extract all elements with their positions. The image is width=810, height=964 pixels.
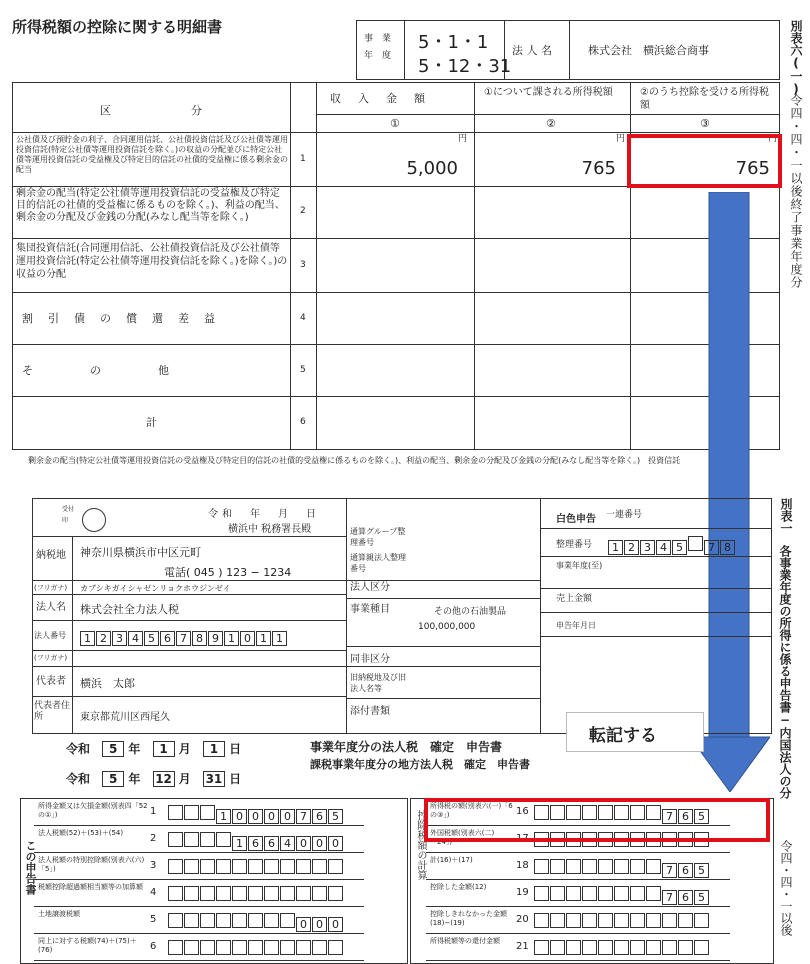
left-amount-digit (280, 913, 295, 928)
highlight-box-top (627, 134, 782, 188)
right-amount-digit (614, 886, 629, 901)
left-amount-digit (248, 859, 263, 874)
corpno-digit: 4 (128, 631, 143, 646)
stamp-label: 受付印 (62, 506, 75, 524)
rep-addr: 東京都荒川区西尾久 (80, 712, 170, 723)
seiri-digit: 3 (640, 540, 655, 555)
left-amount-digit (328, 859, 343, 874)
left-amount-digit (232, 886, 247, 901)
left-amount-digit (184, 859, 199, 874)
left-row-digits (168, 805, 344, 824)
top-side-title: 別表六(一) (789, 20, 803, 96)
left-amount-digit: 0 (248, 809, 263, 824)
right-row-label: 所得税の額(別表六(一)「6の③」) (430, 802, 513, 819)
row4-label: 割 引 債 の 償 還 差 益 (22, 312, 217, 325)
left-amount-digit: 6 (312, 809, 327, 824)
right-amount-digit: 6 (678, 809, 693, 824)
left-row-no: 3 (150, 860, 157, 871)
left-amount-digit (280, 859, 295, 874)
shiro-label: 白色申告 (556, 514, 596, 525)
left-amount-digit (312, 940, 327, 955)
right-row-no: 19 (516, 887, 529, 898)
top-form-title: 所得税額の控除に関する明細書 (12, 18, 223, 36)
right-amount-digit (598, 940, 613, 955)
left-amount-digit (184, 886, 199, 901)
left-amount-digit (264, 913, 279, 928)
left-row-label: 税額控除超過額相当額等の加算額 (38, 883, 143, 891)
right-row-label: 計(16)＋(17) (430, 856, 473, 864)
left-row (34, 935, 364, 961)
right-amount-digit (630, 859, 645, 874)
left-amount-digit: 0 (296, 836, 311, 851)
left-amount-digit (200, 832, 215, 847)
right-amount-digit (566, 886, 581, 901)
left-amount-digit (168, 859, 183, 874)
header-n2: ② (546, 117, 556, 130)
seiri-digit: 4 (656, 540, 671, 555)
right-row-no: 16 (516, 806, 529, 817)
group-parent-label: 通算親法人整理番号 (350, 553, 406, 573)
phone: 電話( 045 ) 123 − 1234 (164, 566, 292, 579)
left-amount-digit (248, 913, 263, 928)
left-amount-digit (232, 940, 247, 955)
right-row-digits (534, 886, 710, 905)
row3-no: 3 (300, 260, 306, 270)
right-row (426, 881, 730, 907)
row1-label: 公社債及び預貯金の利子、合同運用信託、公社債投資信託及び公社債等運用投資信託(特定公社債等運用投資信託を除く。)の収益の分配並びに特定公社債等運用投資信託の受益権及び特定目的信託の社債的受益権に係る剰余金の配当 (16, 135, 288, 174)
corpno-digit: 0 (240, 631, 255, 646)
left-amount-digit (184, 913, 199, 928)
left-row-no: 1 (150, 806, 157, 817)
left-row (34, 800, 364, 826)
left-amount-digit: 5 (328, 809, 343, 824)
row1-income: 5,000 (406, 158, 458, 179)
corpno-label: 法人番号 (34, 631, 66, 640)
left-amount-digit (248, 940, 263, 955)
right-row-label: 所得税額等の還付金額 (430, 937, 500, 945)
left-row-label: 法人税額(52)＋(53)＋(54) (38, 829, 124, 837)
business: その他の石油製品 (434, 607, 507, 617)
left-row-label: 土地譲渡税額 (38, 910, 80, 918)
seiri-digit: 1 (608, 540, 623, 555)
right-amount-digit (630, 913, 645, 928)
left-amount-digit (216, 940, 231, 955)
right-amount-digit (646, 886, 661, 901)
right-amount-digit (566, 940, 581, 955)
rep-name: 横浜 太郎 (80, 677, 135, 690)
right-amount-digit (646, 940, 661, 955)
right-row-label: 控除しきれなかった金額(18)−(19) (430, 910, 507, 927)
right-amount-digit: 5 (694, 809, 709, 824)
left-row-label: 同上に対する税額(74)＋(75)＋(76) (38, 937, 137, 954)
corp-label: 法人名 (36, 602, 66, 613)
left-amount-digit: 1 (232, 836, 247, 851)
stamp-circle (82, 508, 106, 532)
left-amount-digit (200, 805, 215, 820)
seiri-digit: 7 (704, 540, 719, 555)
right-amount-digit (678, 940, 693, 955)
left-amount-digit: 0 (328, 917, 343, 932)
seiri-digit: 2 (624, 540, 639, 555)
left-row-digits (168, 913, 344, 932)
left-row-digits (168, 832, 344, 851)
seiri-digit (688, 536, 703, 551)
top-side-note: 令四・四・一以後終了事業年度分 (789, 94, 803, 289)
period-to: 令和 5 年 12 月 31 日 (66, 772, 242, 786)
period-from: 令和 5 年 1 月 1 日 (66, 742, 242, 756)
highlight-box-bottom (424, 798, 770, 842)
left-row-no: 4 (150, 887, 157, 898)
row5-label: そ の 他 (22, 364, 175, 377)
corpno-digits (80, 627, 288, 646)
fiscal-year-from: 5・1・1 (418, 32, 489, 53)
right-row-digits (534, 859, 710, 878)
left-amount-digit: 6 (248, 836, 263, 851)
left-amount-digit (168, 805, 183, 820)
header-col1: 収 入 金 額 (330, 92, 428, 105)
right-row (426, 908, 730, 934)
right-amount-digit (582, 886, 597, 901)
left-amount-digit (296, 859, 311, 874)
furigana-label: (フリガナ) (34, 584, 68, 592)
left-amount-digit (216, 886, 231, 901)
right-amount-digit (566, 859, 581, 874)
capital: 100,000,000 (418, 622, 476, 632)
seiri-digit: 5 (672, 540, 687, 555)
left-amount-digit (296, 886, 311, 901)
corp-name-label: 法 人 名 (512, 44, 552, 57)
left-row-no: 6 (150, 941, 157, 952)
bottom-side-title: 別表一 (779, 498, 793, 534)
right-amount-digit (534, 913, 549, 928)
corpno-digit: 3 (112, 631, 127, 646)
group-no-label: 通算グループ整理番号 (350, 527, 406, 547)
period-title1: 事業年度分の法人税 確定 申告書 (310, 740, 503, 754)
left-amount-digit (184, 940, 199, 955)
left-row (34, 827, 364, 853)
corp-kubun-label: 法人区分 (350, 582, 390, 593)
row1-no: 1 (300, 154, 306, 164)
seiri-label: 整理番号 (556, 540, 593, 550)
uriage-label: 売上金額 (556, 594, 593, 604)
row3-label: 集団投資信託(合同運用信託、公社債投資信託及び公社債等運用投資信託(特定公社債等運用投資信託を除く。)を除く。)の収益の分配 (16, 243, 288, 280)
right-row-digits (534, 940, 710, 959)
left-amount-digit (280, 886, 295, 901)
serial-label: 一連番号 (606, 510, 643, 520)
left-amount-digit (264, 886, 279, 901)
right-row (426, 854, 730, 880)
header-col2: ①について課される所得税額 (484, 87, 613, 98)
attach-label: 添付書類 (350, 706, 390, 717)
left-amount-digit: 0 (328, 836, 343, 851)
period-title2: 課税事業年度分の地方法人税 確定 申告書 (310, 758, 530, 771)
right-amount-digit (582, 913, 597, 928)
address-label: 納税地 (36, 550, 66, 561)
left-amount-digit (200, 913, 215, 928)
left-amount-digit: 0 (312, 836, 327, 851)
tax-office: 横浜中 税務署長殿 (228, 524, 312, 535)
top-footnote: 剰余金の配当(特定公社債等運用投資信託の受益権及び特定目的信託の社債的受益権に係るものを除く。)、利益の配当、剰余金の分配及び金銭の分配(みなし配当等を除く。) 投資信託 (28, 456, 681, 465)
right-amount-digit (694, 940, 709, 955)
rep-label: 代表者 (36, 676, 66, 687)
right-row-no: 17 (516, 833, 529, 844)
left-row-digits (168, 886, 344, 905)
left-amount-digit: 0 (296, 917, 311, 932)
left-row-label: 所得金額又は欠損金額(別表四「52の①」) (38, 802, 148, 819)
left-amount-digit: 4 (280, 836, 295, 851)
rep-addr-label: 代表者住所 (34, 701, 71, 722)
right-amount-digit: 6 (678, 890, 693, 905)
left-amount-digit (168, 832, 183, 847)
right-row-label: 控除した金額(12) (430, 883, 487, 891)
row2-no: 2 (300, 206, 306, 216)
right-amount-digit (614, 913, 629, 928)
right-amount-digit (630, 886, 645, 901)
left-amount-digit (312, 859, 327, 874)
left-amount-digit (328, 886, 343, 901)
right-amount-digit (630, 940, 645, 955)
right-row-no: 18 (516, 860, 529, 871)
left-row-label: 法人税額の特別控除額(別表六(六)「5」) (38, 856, 145, 873)
seiri-digits (608, 536, 736, 555)
right-amount-digit: 7 (662, 890, 677, 905)
left-amount-digit (200, 886, 215, 901)
left-amount-digit (248, 886, 263, 901)
right-amount-digit: 5 (694, 890, 709, 905)
corpno-digit: 9 (208, 631, 223, 646)
row1-deduction: 765 (735, 158, 770, 179)
corpno-digit: 1 (256, 631, 271, 646)
corp-name: 株式会社 横浜総合商事 (588, 44, 709, 57)
left-amount-digit (216, 913, 231, 928)
corpno-digit: 1 (224, 631, 239, 646)
right-amount-digit (550, 913, 565, 928)
right-amount-digit: 7 (662, 863, 677, 878)
left-amount-digit (168, 913, 183, 928)
left-amount-digit (232, 859, 247, 874)
header-n1: ① (390, 117, 400, 130)
right-amount-digit (534, 886, 549, 901)
left-amount-digit (216, 859, 231, 874)
left-row (34, 854, 364, 880)
right-amount-digit (598, 859, 613, 874)
left-row-no: 5 (150, 914, 157, 925)
bottom-side-note: 各事業年度の所得に係る申告書−内国法人の分 (778, 545, 792, 799)
left-amount-digit (280, 940, 295, 955)
left-amount-digit: 1 (216, 809, 231, 824)
left-amount-digit (328, 940, 343, 955)
right-amount-digit (550, 859, 565, 874)
header-kubun: 区 分 (100, 104, 204, 117)
corpno-digit: 1 (80, 631, 95, 646)
right-amount-digit (550, 940, 565, 955)
transfer-note: 転記する (566, 712, 704, 752)
fiscal-year-to: 5・12・31 (418, 56, 512, 77)
right-row-no: 21 (516, 941, 529, 952)
right-amount-digit (566, 913, 581, 928)
yen-col3: 円 (768, 134, 778, 144)
right-amount-digit (534, 859, 549, 874)
right-row (426, 935, 730, 961)
right-amount-digit (646, 913, 661, 928)
right-amount-digit (694, 913, 709, 928)
right-amount-digit (598, 886, 613, 901)
corpno-digit: 2 (96, 631, 111, 646)
right-row-no: 20 (516, 914, 529, 925)
seiri-digit: 8 (720, 540, 735, 555)
year-label: 事 業 年 度 (364, 34, 392, 61)
old-name-label: 旧納税地及び旧法人名等 (350, 673, 406, 693)
header-n3: ③ (700, 117, 710, 130)
left-row (34, 881, 364, 907)
corpno-digit: 6 (160, 631, 175, 646)
right-amount-digit (614, 859, 629, 874)
left-amount-digit (264, 859, 279, 874)
business-label: 事業種目 (350, 604, 390, 615)
bottom-corp-name: 株式会社全力法人税 (80, 603, 179, 616)
left-amount-digit (184, 832, 199, 847)
row2-label: 剰余金の配当(特定公社債等運用投資信託の受益権及び特定目的信託の社債的受益権に係るものを除く。)、利益の配当、剰余金の分配及び金銭の分配(みなし配当等を除く。) (16, 188, 285, 223)
left-row-no: 2 (150, 833, 157, 844)
left-row (34, 908, 364, 934)
address: 神奈川県横浜市中区元町 (80, 546, 201, 559)
bottom-side-note2: 令四・四・一以後 (779, 840, 793, 936)
right-amount-digit (582, 940, 597, 955)
left-amount-digit (232, 913, 247, 928)
row5-no: 5 (300, 365, 306, 375)
right-amount-digit (582, 859, 597, 874)
right-row-digits (534, 913, 710, 932)
left-amount-digit (264, 940, 279, 955)
yen-col2: 円 (616, 134, 626, 144)
jigyo-label: 事業年度(至) (556, 561, 603, 570)
corpno-digit: 5 (144, 631, 159, 646)
furigana2-label: (フリガナ) (34, 654, 68, 662)
right-row-label: 外国税額(別表六(二)「24」) (430, 829, 495, 846)
left-amount-digit: 0 (232, 809, 247, 824)
right-vert: 控除税額の計算 (415, 810, 426, 880)
left-row-digits (168, 940, 344, 959)
corpno-digit: 1 (272, 631, 287, 646)
left-amount-digit: 7 (296, 809, 311, 824)
right-amount-digit (662, 913, 677, 928)
corpno-digit: 7 (176, 631, 191, 646)
left-amount-digit: 0 (312, 917, 327, 932)
left-amount-digit (216, 832, 231, 847)
left-amount-digit: 0 (280, 809, 295, 824)
right-amount-digit (550, 886, 565, 901)
left-amount-digit: 0 (264, 809, 279, 824)
right-amount-digit: 5 (694, 863, 709, 878)
right-amount-digit (678, 913, 693, 928)
right-amount-digit (598, 913, 613, 928)
left-amount-digit: 6 (264, 836, 279, 851)
date-line: 令和 年 月 日 (208, 509, 320, 520)
header-col3: ②のうち控除を受ける所得税額 (640, 87, 769, 111)
right-amount-digit (662, 940, 677, 955)
right-amount-digit: 6 (678, 863, 693, 878)
left-row-digits (168, 859, 344, 878)
left-amount-digit (296, 940, 311, 955)
corpno-digit: 8 (192, 631, 207, 646)
row6-label: 計 (146, 416, 157, 429)
row1-tax: 765 (581, 158, 616, 179)
shinkoku-label: 申告年月日 (556, 621, 596, 630)
left-amount-digit (200, 940, 215, 955)
row6-no: 6 (300, 417, 306, 427)
left-amount-digit (168, 940, 183, 955)
row4-no: 4 (300, 313, 306, 323)
right-amount-digit (646, 859, 661, 874)
right-amount-digit: 7 (662, 809, 677, 824)
right-amount-digit (534, 940, 549, 955)
right-amount-digit (614, 940, 629, 955)
yen-col1: 円 (458, 134, 468, 144)
furigana: カブシキガイシャゼンリョクホウジンゼイ (80, 584, 231, 593)
left-amount-digit (168, 886, 183, 901)
left-vert: この申告書 (24, 840, 37, 895)
doujin-label: 同非区分 (350, 654, 390, 665)
left-amount-digit (200, 859, 215, 874)
left-amount-digit (184, 805, 199, 820)
left-amount-digit (312, 886, 327, 901)
